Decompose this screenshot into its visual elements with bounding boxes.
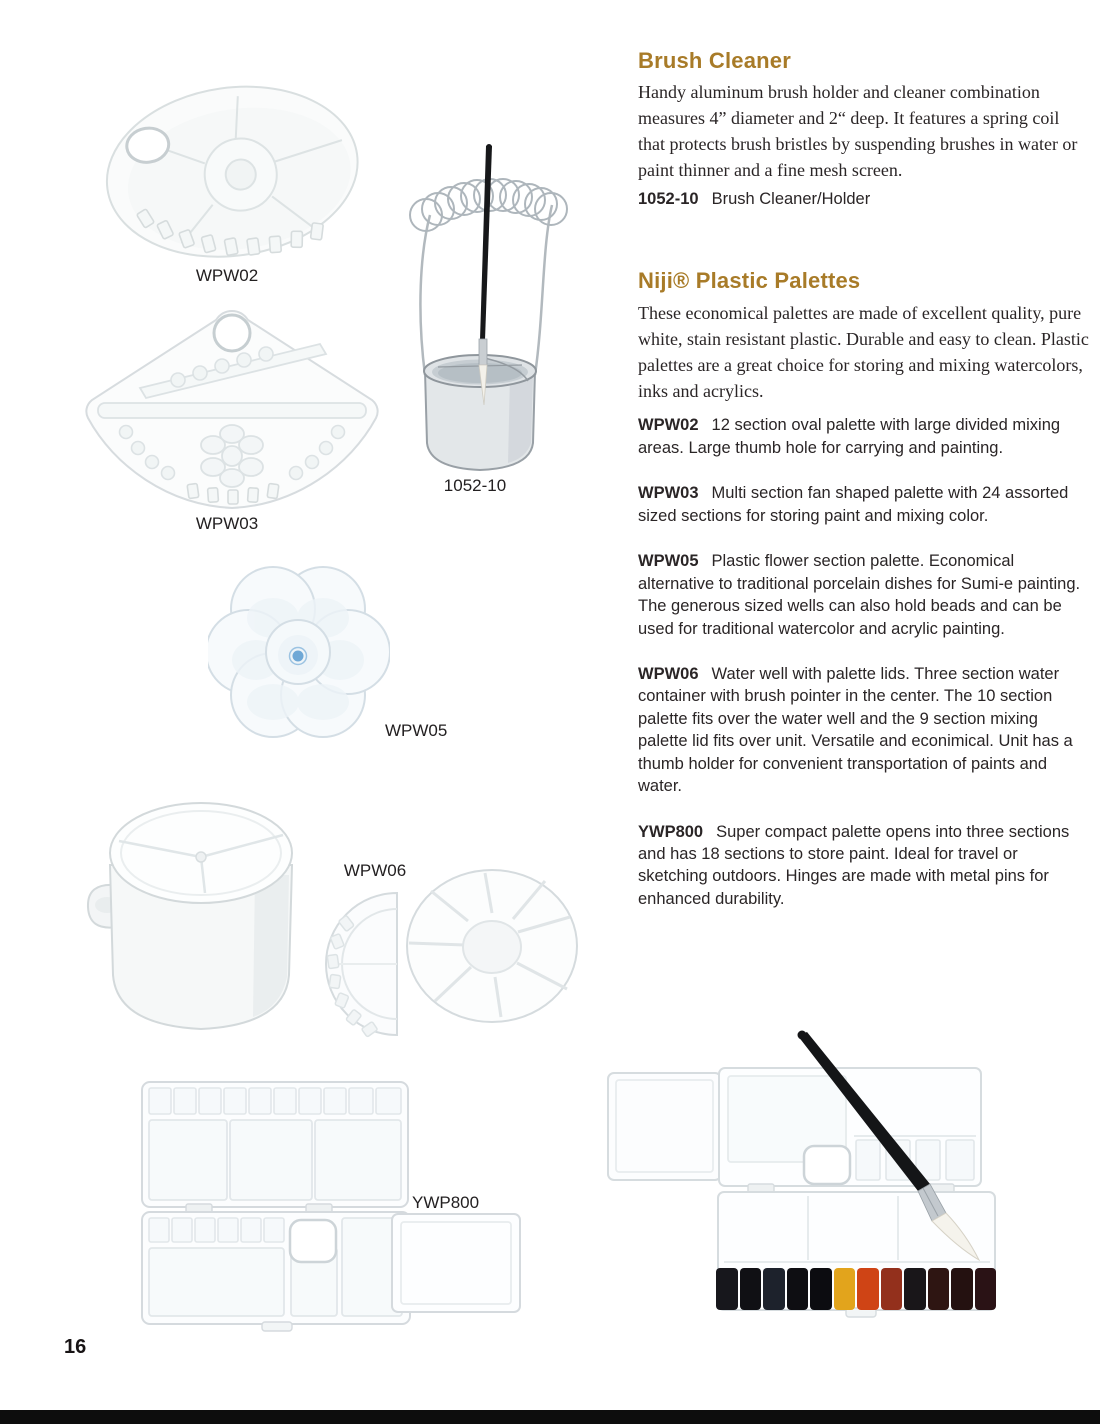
paint-well — [810, 1268, 832, 1310]
paint-well — [834, 1268, 856, 1310]
paint-well — [951, 1268, 973, 1310]
brush-cleaner-photo — [400, 143, 570, 478]
paint-well — [975, 1268, 997, 1310]
paint-well — [787, 1268, 809, 1310]
wpw02-label: WPW02 — [195, 266, 259, 285]
product-code: YWP800 — [638, 822, 704, 841]
wpw06-water-well-photo — [85, 785, 597, 1047]
thumb-hole — [804, 1146, 850, 1184]
product-code: WPW02 — [638, 416, 699, 435]
brush-cleaner-item — [638, 188, 1090, 210]
paint-well — [763, 1268, 785, 1310]
intro-spacer — [638, 404, 1090, 414]
brush-cleaner-label: 1052-10 — [443, 476, 507, 495]
product-desc-wpw06 — [638, 663, 1090, 798]
wpw06-label: WPW06 — [343, 861, 407, 880]
product-code: WPW05 — [638, 552, 699, 571]
product-desc-ywp800 — [638, 821, 1090, 911]
paint-well — [881, 1268, 903, 1310]
text-column — [638, 48, 1090, 933]
footer-bar — [0, 1410, 1100, 1424]
paint-well — [928, 1268, 950, 1310]
open-palette-with-brush-photo — [598, 1028, 1100, 1373]
brush-cleaner-body: Handy aluminum brush holder and cleaner combination measures 4” diameter and 2“ deep. It features a spring coil that protects brush bristles by suspending brushes in water or paint thinner and a fine mesh screen. — [638, 82, 1078, 181]
product-desc-wpw05 — [638, 550, 1090, 640]
wpw03-fan-palette-photo — [82, 306, 382, 511]
thumb-hole — [290, 1220, 336, 1262]
page-number: 16 — [64, 1336, 87, 1358]
paint-well — [904, 1268, 926, 1310]
plastic-palettes-title: Niji® Plastic Palettes — [638, 268, 861, 294]
paint-wells — [716, 1268, 996, 1310]
paint-well — [740, 1268, 762, 1310]
product-code: WPW06 — [638, 664, 699, 683]
paint-well — [716, 1268, 738, 1310]
plastic-palettes-intro: These economical palettes are made of excellent quality, pure white, stain resistant plastic. Durable and easy to clean. Plastic palettes are a great choice for storing and mixing watercolors, inks and acrylics. — [638, 302, 1089, 401]
item-desc: Brush Cleaner/Holder — [711, 190, 871, 209]
wpw02-oval-palette-photo — [100, 78, 360, 268]
paint-well — [857, 1268, 879, 1310]
product-text: Plastic flower section palette. Economical alternative to traditional porcelain dishes for Sumi-e painting. The generous sized wells can also hold beads and can be used for traditional watercolor and acrylic painting. — [638, 552, 1081, 638]
product-text: Super compact palette opens into three sections and has 18 sections to store paint. Ideal for travel or sketching outdoors. Hinges are made with metal pins for enhanced durability. — [638, 822, 1070, 908]
product-desc-wpw02 — [638, 414, 1090, 459]
section-brush-cleaner — [638, 48, 1090, 210]
product-code: WPW03 — [638, 484, 699, 503]
niji-logo-mark — [293, 651, 304, 662]
section-plastic-palettes — [638, 268, 1090, 910]
wpw05-label: WPW05 — [385, 721, 448, 740]
section-spacer — [638, 210, 1090, 268]
wpw05-flower-palette-photo — [208, 560, 390, 748]
product-desc-wpw03 — [638, 482, 1090, 527]
product-text: Water well with palette lids. Three section water container with brush pointer in the center. The 10 section palette fits over the water well and the 9 section mixing palette lid fits over unit. Versatile and econimical. Unit has a thumb holder for convenient transportation of paints and water. — [638, 664, 1073, 796]
ywp800-label: YWP800 — [412, 1193, 480, 1212]
brush-cleaner-title: Brush Cleaner — [638, 48, 791, 73]
wpw03-label: WPW03 — [195, 514, 259, 533]
oval-palette-shape — [100, 78, 360, 268]
product-text: 12 section oval palette with large divided mixing areas. Large thumb hole for carrying and painting. — [638, 416, 1061, 457]
item-code: 1052-10 — [638, 190, 699, 209]
product-text: Multi section fan shaped palette with 24 assorted sized sections for storing paint and mixing color. — [638, 484, 1069, 525]
